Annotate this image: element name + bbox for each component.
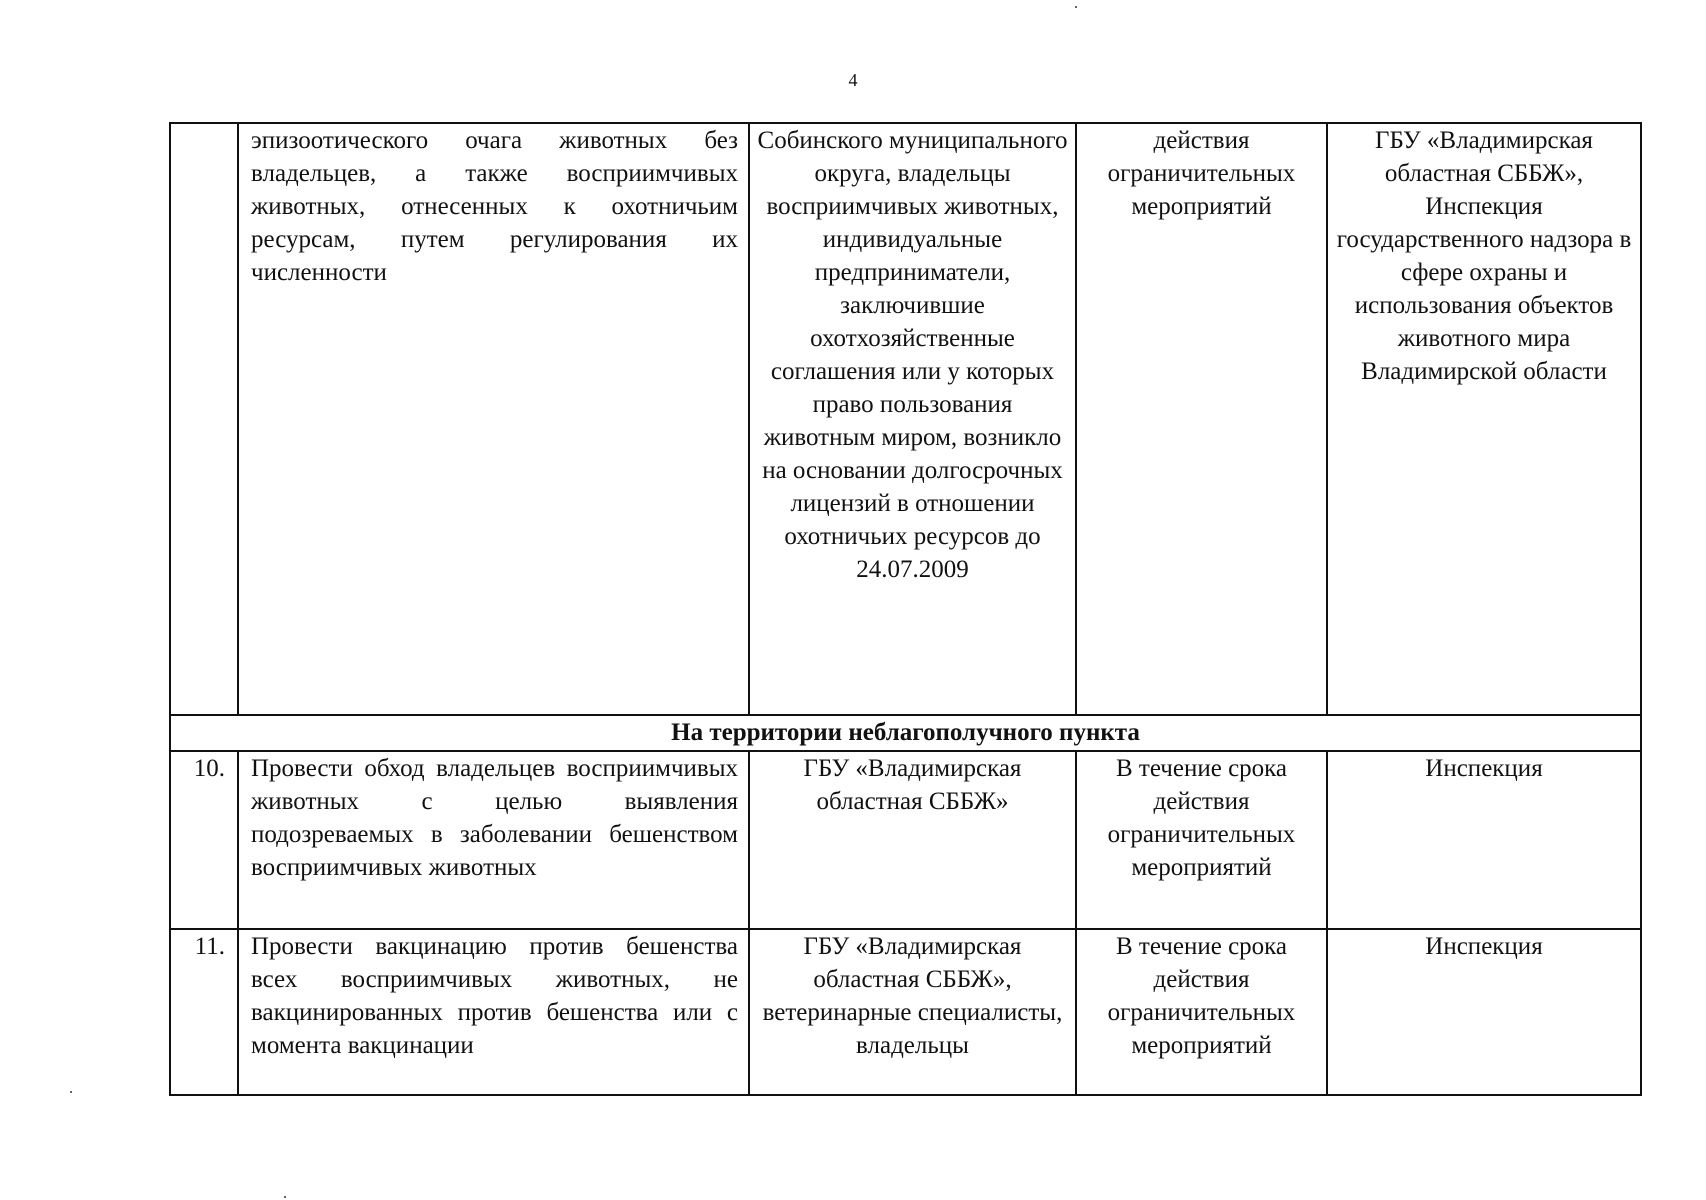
action-cell: эпизоотического очага животных без владельцев, а также восприимчивых животных, отнесенных к охотничьим ресурсам, путем регулирования их численности: [238, 123, 749, 715]
table-row: [170, 929, 1641, 1095]
scan-speck: [284, 1196, 286, 1198]
row-number-cell: [170, 123, 238, 715]
action-cell: Провести вакцинацию против бешенства всех восприимчивых животных, не вакцинированных против бешенства или с момента вакцинации: [238, 929, 749, 1095]
scan-speck: [1075, 6, 1077, 8]
scan-speck: [70, 1091, 72, 1093]
action-cell: Провести обход владельцев восприимчивых животных с целью выявления подозреваемых в заболевании бешенством восприимчивых животных: [238, 751, 749, 929]
row-number-cell: 11.: [170, 929, 238, 1095]
executors-cell: Собинского муниципального округа, владельцы восприимчивых животных, индивидуальные предприниматели, заключившие охотхозяйственные соглашения или у которых право пользования животным миром, возникло на основании долгосрочных лицензий в отношении охотничьих ресурсов до 24.07.2009: [749, 123, 1076, 715]
row-number-cell: 10.: [170, 751, 238, 929]
table-row: [170, 751, 1641, 929]
executors-cell: ГБУ «Владимирская областная СББЖ»: [749, 751, 1076, 929]
section-heading: На территории неблагополучного пункта: [170, 715, 1641, 751]
term-cell: В течение срока действия ограничительных мероприятий: [1076, 751, 1327, 929]
page-number: 4: [848, 70, 858, 90]
control-cell: ГБУ «Владимирская областная СББЖ», Инспекция государственного надзора в сфере охраны и использования объектов животного мира Владимирской области: [1327, 123, 1641, 715]
executors-cell: ГБУ «Владимирская областная СББЖ», ветеринарные специалисты, владельцы: [749, 929, 1076, 1095]
measures-table: [169, 122, 1642, 1096]
table-row: [170, 123, 1641, 715]
control-cell: Инспекция: [1327, 751, 1641, 929]
term-cell: действия ограничительных мероприятий: [1076, 123, 1327, 715]
control-cell: Инспекция: [1327, 929, 1641, 1095]
section-row: [170, 715, 1641, 751]
term-cell: В течение срока действия ограничительных мероприятий: [1076, 929, 1327, 1095]
